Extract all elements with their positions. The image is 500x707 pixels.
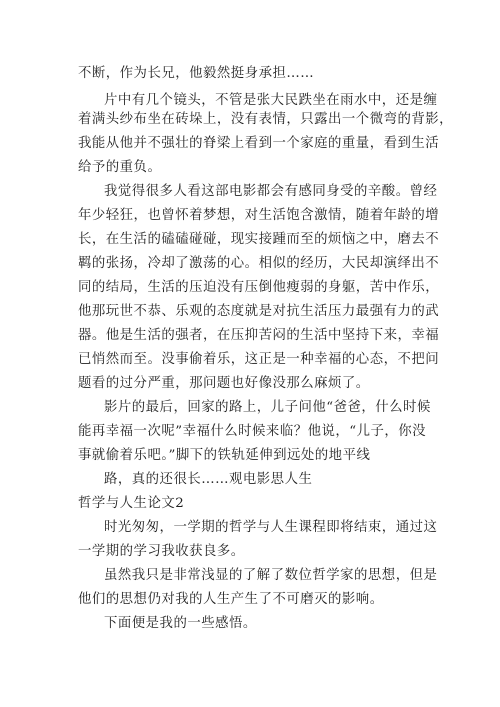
paragraph-line: 题看的过分严重，那问题也好像没那么麻烦了。 [78,376,370,391]
paragraph-line: 羁的张扬，冷却了激荡的心。相似的经历，大民却演绎出不 [78,256,440,271]
paragraph-line: 器。他是生活的强者，在压抑苦闷的生活中坚持下来，幸福 [78,328,440,343]
paragraph-line: 他们的思想仍对我的人生产生了不可磨灭的影响。 [78,592,384,607]
paragraph-line: 事就偷着乐吧。”脚下的铁轨延伸到远处的地平线 [78,448,371,463]
paragraph-line: 路，真的还很长……观电影思人生 [104,472,313,487]
paragraph-line: 已悄然而至。没事偷着乐，这正是一种幸福的心态，不把问 [78,352,440,367]
paragraph-line: 能再幸福一次呢”幸福什么时候来临？他说，“儿子，你没 [78,424,427,439]
paragraph-line: 影片的最后，回家的路上，儿子问他“爸爸，什么时候 [104,400,431,415]
paragraph-line: 年少轻狂，也曾怀着梦想，对生活饱含激情，随着年龄的增 [78,208,440,223]
paragraph-line: 同的结局，生活的压迫没有压倒他瘦弱的身躯，苦中作乐， [78,280,440,295]
paragraph-line: 给予的重负。 [78,160,162,175]
paragraph-line: 我能从他并不强壮的脊梁上看到一个家庭的重量，看到生活 [78,136,440,151]
paragraph-line: 不断，作为长兄，他毅然挺身承担…… [78,66,315,81]
paragraph-line: 一学期的学习我收获良多。 [78,544,245,559]
paragraph-line: 下面便是我的一些感悟。 [104,616,257,631]
paragraph-line: 着满头纱布坐在砖垛上，没有表情，只露出一个微弯的背影， [78,112,454,127]
paragraph-line: 我觉得很多人看这部电影都会有感同身受的辛酸。曾经 [104,184,438,199]
paragraph-line: 虽然我只是非常浅显的了解了数位哲学家的思想，但是 [104,568,438,583]
paragraph-line: 长，在生活的磕磕碰碰，现实接踵而至的烦恼之中，磨去不 [78,232,440,247]
paragraph-line: 时光匆匆，一学期的哲学与人生课程即将结束，通过这 [104,520,438,535]
section-heading: 哲学与人生论文2 [78,496,185,511]
paragraph-line: 他那玩世不恭、乐观的态度就是对抗生活压力最强有力的武 [78,304,440,319]
paragraph-line: 片中有几个镜头，不管是张大民跌坐在雨水中，还是缠 [104,93,438,108]
